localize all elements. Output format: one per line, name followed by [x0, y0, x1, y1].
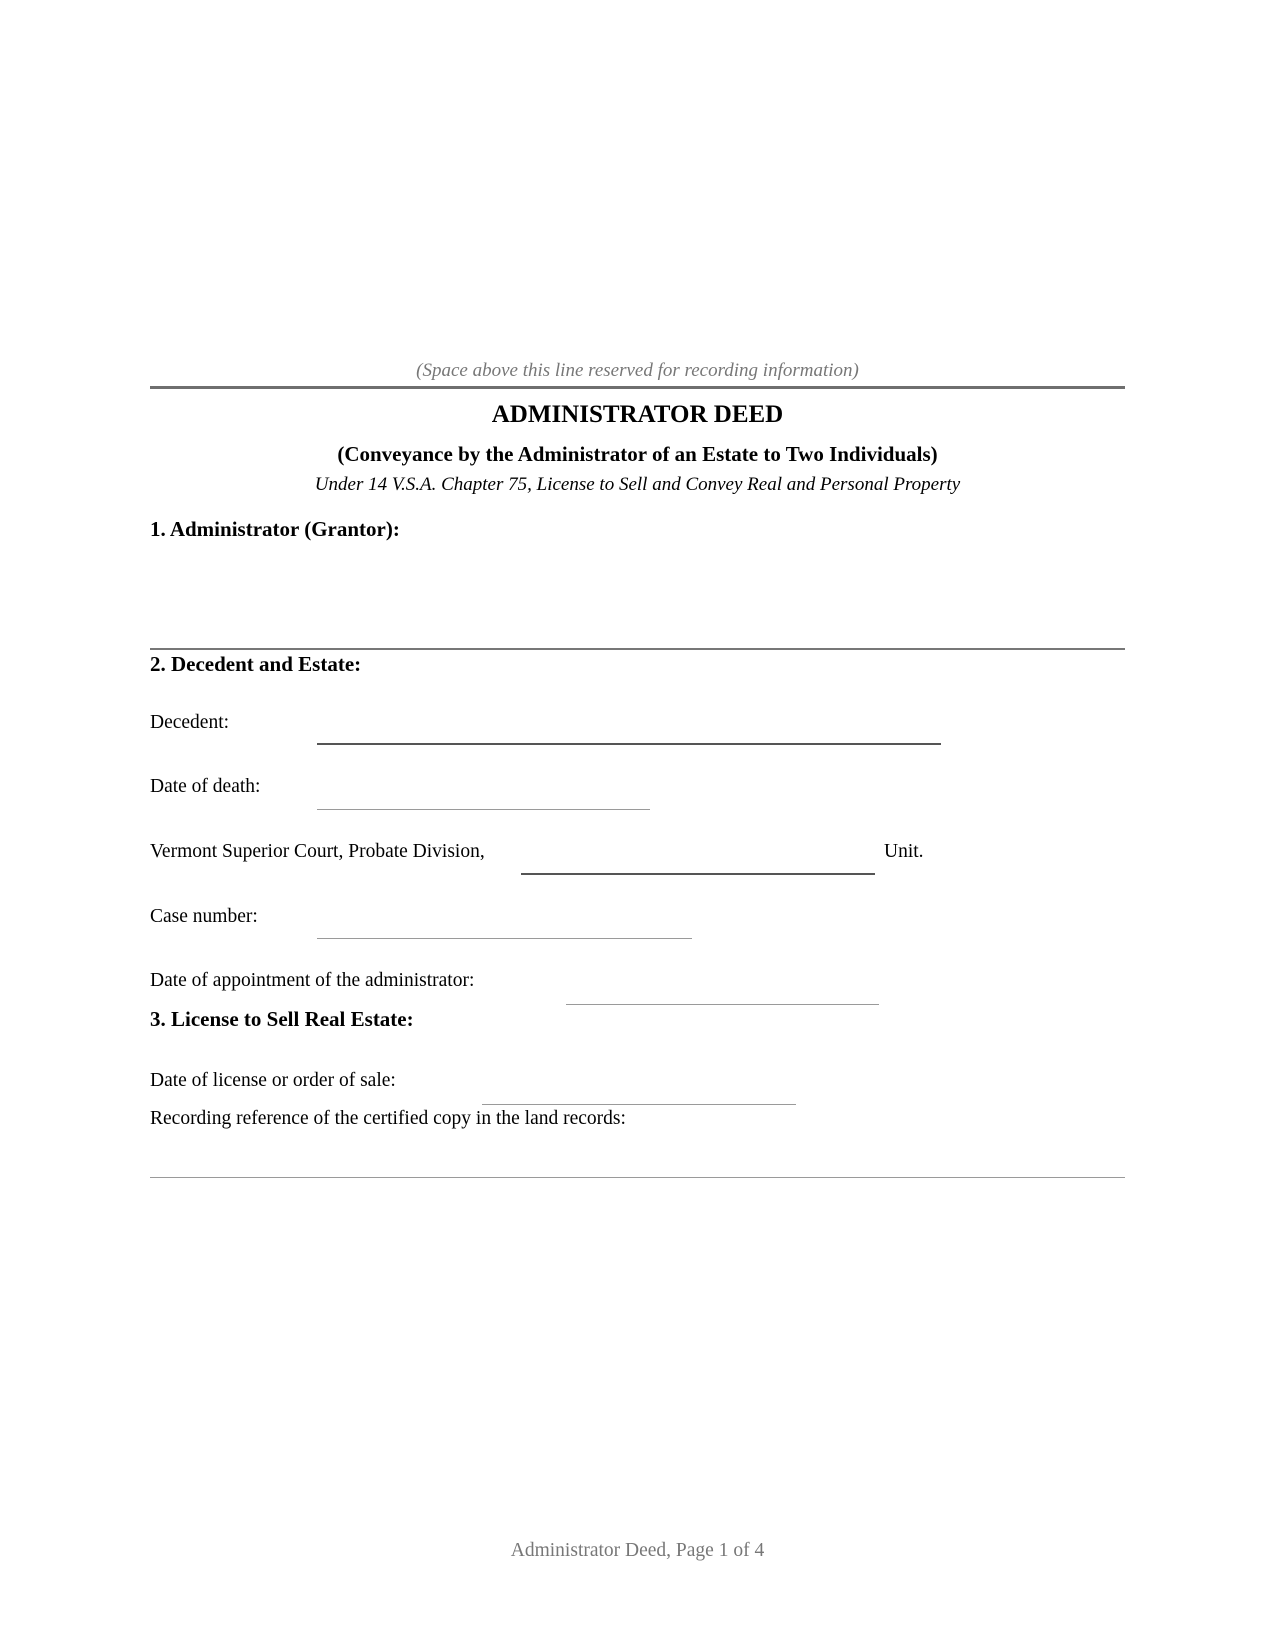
license-date-field[interactable] [482, 1104, 796, 1105]
page-footer: Administrator Deed, Page 1 of 4 [510, 1540, 765, 1561]
administrator-name-field[interactable] [150, 648, 1125, 650]
document-subtitle: (Conveyance by the Administrator of an Estate to Two Individuals) [337, 442, 938, 466]
decedent-field[interactable] [317, 743, 941, 745]
appointment-date-field[interactable] [566, 1004, 879, 1005]
license-date-label: Date of license or order of sale: [150, 1070, 396, 1091]
decedent-label: Decedent: [150, 712, 230, 733]
case-number-field[interactable] [317, 938, 692, 939]
section-1-heading: 1. Administrator (Grantor): [150, 517, 400, 541]
recording-divider [150, 386, 1125, 389]
recording-reference-field[interactable] [150, 1177, 1125, 1178]
section-3-heading: 3. License to Sell Real Estate: [150, 1007, 414, 1031]
recording-space-note: (Space above this line reserved for recording information) [416, 360, 859, 381]
probate-court-label: Vermont Superior Court, Probate Division, [150, 841, 485, 862]
recording-reference-label: Recording reference of the certified copy in the land records: [150, 1108, 626, 1129]
case-number-label: Case number: [150, 906, 258, 927]
appointment-date-label: Date of appointment of the administrator: [150, 970, 475, 991]
document-title: ADMINISTRATOR DEED [491, 401, 784, 428]
probate-unit-suffix: Unit. [884, 841, 924, 862]
probate-unit-field[interactable] [521, 873, 875, 875]
date-of-death-label: Date of death: [150, 776, 261, 797]
date-of-death-field[interactable] [317, 809, 650, 810]
section-2-heading: 2. Decedent and Estate: [150, 652, 362, 676]
statute-reference: Under 14 V.S.A. Chapter 75, License to Sell and Convey Real and Personal Property [314, 474, 961, 495]
